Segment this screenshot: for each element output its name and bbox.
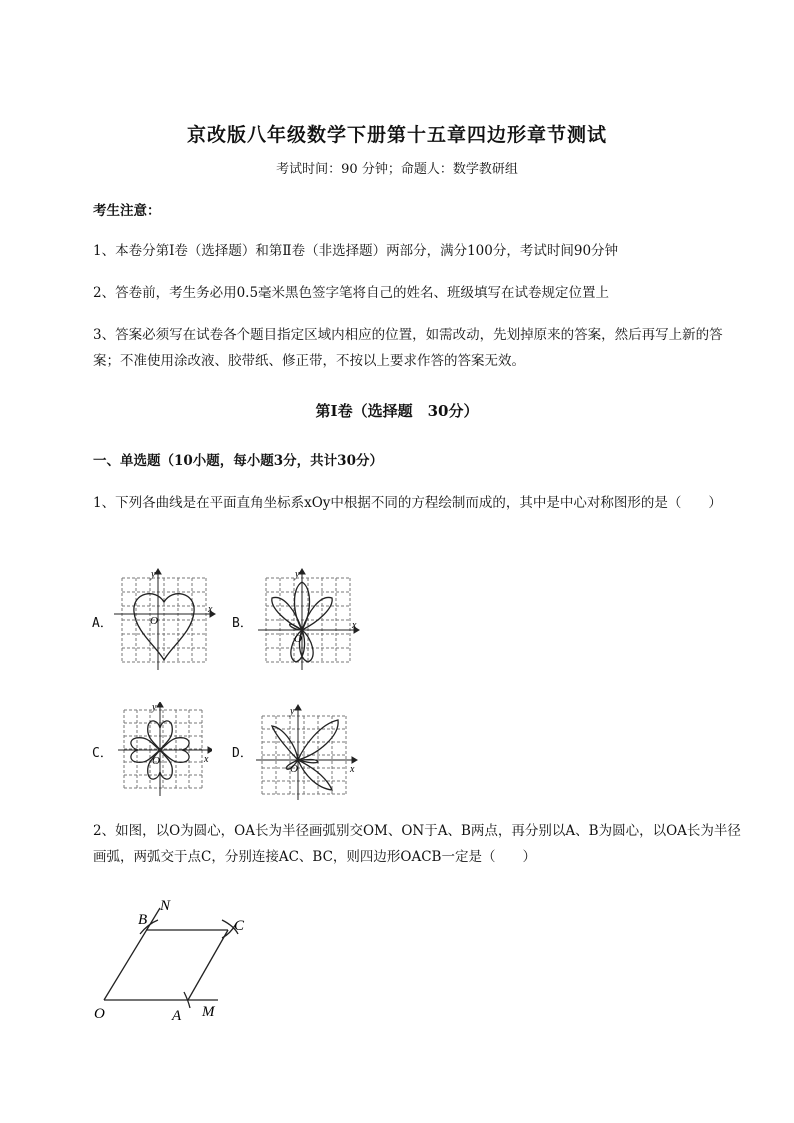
axes — [256, 705, 357, 800]
part-heading: 一、单选题（10小题，每小题3分，共计30分） — [93, 453, 383, 469]
notice-item-1: 1、本卷分第Ⅰ卷（选择题）和第Ⅱ卷（非选择题）两部分，满分100分，考试时间90分钟 — [93, 243, 619, 259]
notice-item-3: 3、答案必须写在试卷各个题目指定区域内相应的位置，如需改动，先划掉原来的答案，然后再写上新的答案；不准使用涂改液、胶带纸、修正带，不按以上要求作答的答案无效。 — [93, 327, 723, 369]
origin-label: O — [150, 615, 158, 627]
notice-item-2: 2、答卷前，考生务必用0.5毫米黑色签字笔将自己的姓名、班级填写在试卷规定位置上 — [93, 285, 610, 301]
grid-lines — [122, 578, 206, 662]
y-axis-label: y — [151, 569, 156, 580]
question-1-text: 1、下列各曲线是在平面直角坐标系xOy中根据不同的方程绘制而成的，其中是中心对称图形的是（ ） — [93, 495, 722, 511]
x-axis-label: x — [204, 754, 209, 765]
origin-label: O — [294, 633, 302, 645]
option-d-label[interactable]: D． — [232, 746, 253, 761]
y-axis-label: y — [290, 706, 295, 717]
x-axis-label: x — [208, 604, 213, 615]
option-c-label[interactable]: C． — [92, 746, 113, 761]
point-n-label: N — [160, 898, 171, 914]
y-axis-label: y — [295, 569, 300, 580]
x-axis-label: x — [352, 620, 357, 631]
figure-lines — [104, 908, 238, 1008]
question-2-rhombus-figure — [88, 890, 258, 1030]
section-title: 第Ⅰ卷（选择题 30分） — [315, 402, 479, 420]
option-a-label[interactable]: A． — [92, 616, 113, 631]
option-c-clover-graph[interactable] — [116, 702, 212, 798]
option-b-label[interactable]: B． — [232, 616, 253, 631]
y-axis-label: y — [152, 702, 157, 713]
page-subtitle: 考试时间：90 分钟；命题人：数学教研组 — [276, 162, 518, 177]
page-title: 京改版八年级数学下册第十五章四边形章节测试 — [186, 124, 607, 146]
origin-label: O — [290, 763, 298, 775]
x-axis-label: x — [350, 764, 355, 775]
notice-heading: 考生注意： — [93, 203, 161, 219]
point-o-label: O — [94, 1006, 105, 1022]
grid-lines — [262, 716, 346, 794]
point-a-label: A — [172, 1008, 182, 1024]
origin-label: O — [152, 755, 160, 767]
option-d-leaf-graph[interactable] — [254, 702, 358, 802]
option-b-flower-graph[interactable] — [256, 568, 360, 672]
point-b-label: B — [138, 912, 148, 928]
option-a-heart-graph[interactable] — [112, 568, 216, 672]
point-c-label: C — [234, 918, 245, 934]
point-m-label: M — [202, 1004, 215, 1020]
question-2-text: 2、如图，以O为圆心，OA长为半径画弧别交OM、ON于A、B两点，再分别以A、B为圆心，以OA长为半径画弧，两弧交于点C，分别连接AC、BC，则四边形OACB一定是（ ） — [93, 823, 741, 865]
